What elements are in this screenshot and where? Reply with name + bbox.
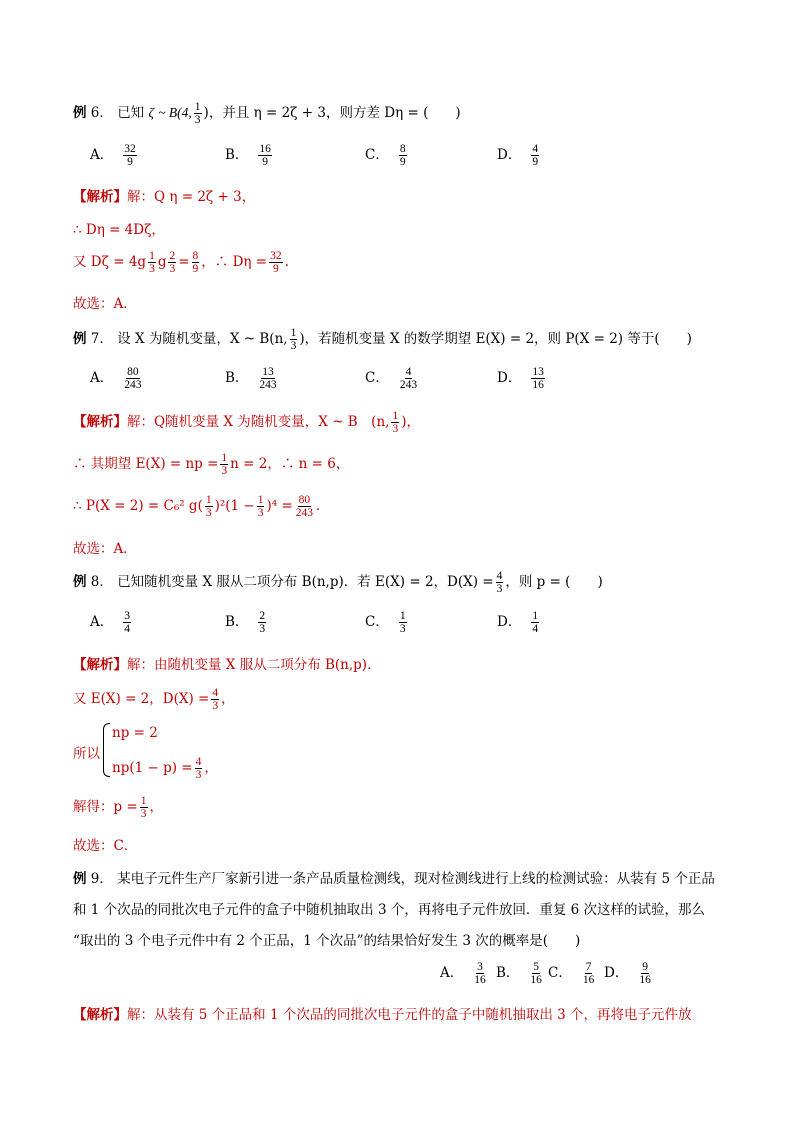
example-label: 例 (73, 574, 87, 590)
system-eq-1: np = 2 (112, 725, 158, 741)
option-c: C． $\frac{7}{16}$ (548, 961, 595, 986)
solution-line: 解得：p = $\frac{1}{3}$ ， (73, 795, 163, 820)
example-9-question (73, 867, 715, 887)
example-7-analysis: 【解析】解：Q随机变量 X 为随机变量，X ~ B (n, $\frac{1}{3}$ )， (73, 410, 420, 435)
example-8-analysis: 【解析】解：由随机变量 X 服从二项分布 B(n,p)． (73, 657, 381, 673)
option-d: D． $\frac{9}{16}$ (604, 961, 651, 986)
system-brace (103, 723, 110, 777)
example-label: 例 (73, 105, 87, 121)
solution-line: 又 E(X) = 2，D(X) = $\frac{4}{3}$ ， (73, 687, 235, 712)
option-a: A． $\frac{3}{4}$ (90, 610, 130, 635)
solution-line: ∴ 其期望 E(X) = np = $\frac{1}{3}$ n = 2，∴ n = 6， (73, 452, 350, 477)
example-number: 8． (90, 574, 113, 590)
fraction: $\frac{1}{3}$ (194, 101, 201, 126)
example-8-question (73, 570, 603, 595)
question-text: )，并且 η = 2ζ + 3，则方差 Dη = ( ) (203, 105, 461, 121)
example-number: 9． (90, 871, 113, 887)
question-text: 某电子元件生产厂家新引进一条产品质量检测线，现对检测线进行上线的检测试验：从装有 5 个正品 (117, 871, 715, 887)
system-eq-2: np(1 − p) = $\frac{4}{3}$ ， (112, 756, 218, 781)
option-b: B． $\frac{5}{16}$ (496, 961, 542, 986)
analysis-tag: 【解析】 (73, 414, 127, 430)
question-text: )，若随机变量 X 的数学期望 E(X) = 2，则 P(X = 2) 等于( ) (299, 331, 692, 347)
example-label: 例 (73, 871, 87, 887)
option-b: B． $\frac{13}{243}$ (225, 366, 277, 391)
option-c: C． $\frac{8}{9}$ (365, 143, 406, 168)
option-b: B． $\frac{16}{9}$ (225, 143, 271, 168)
example-7-question (73, 327, 692, 352)
option-d: D． $\frac{4}{9}$ (497, 143, 539, 168)
analysis-tag: 【解析】 (73, 189, 127, 205)
question-line: 和 1 个次品的同批次电子元件的盒子中随机抽取出 3 个，再将电子元件放回．重复 6 次这样的试验，那么 (73, 902, 706, 918)
analysis-tag: 【解析】 (73, 657, 127, 673)
question-line: “取出的 3 个电子元件中有 2 个正品，1 个次品”的结果恰好发生 3 次的概率是( ) (73, 933, 581, 949)
answer-line: 故选：A． (73, 541, 137, 557)
solution-label: 所以 (73, 746, 100, 762)
question-text: 设 X 为随机变量，X ~ B(n, (117, 331, 288, 347)
question-text: 已知 (117, 105, 145, 121)
analysis-tag: 【解析】 (73, 1007, 127, 1023)
answer-line: 故选：C． (73, 838, 138, 854)
example-label: 例 (73, 331, 87, 347)
example-number: 6． (90, 105, 113, 121)
option-c: C． $\frac{1}{3}$ (365, 610, 406, 635)
option-a: A． $\frac{3}{16}$ (440, 961, 486, 986)
solution-line: 又 Dζ = 4g $\frac{1}{3}$ g $\frac{2}{3}$ = $\frac{8}{9}$ ，∴ Dη = $\frac{32}{9}$ . (73, 250, 289, 275)
fraction: $\frac{1}{3}$ (290, 327, 297, 352)
example-9-analysis: 【解析】解：从装有 5 个正品和 1 个次品的同批次电子元件的盒子中随机抽取出 3 个，再将电子元件放 (73, 1007, 692, 1023)
option-a: A． $\frac{32}{9}$ (90, 143, 136, 168)
answer-line: 故选：A． (73, 296, 137, 312)
solution-line: ∴ P(X = 2) = C₆² g( $\frac{1}{3}$ )²(1 − $\frac{1}{3}$ )⁴ = $\frac{80}{243}$ ． (73, 494, 330, 519)
question-text: 已知随机变量 X 服从二项分布 B(n,p)．若 E(X) = 2，D(X) = (117, 574, 494, 590)
math-zeta: ζ (148, 105, 154, 120)
option-d: D． $\frac{13}{16}$ (497, 366, 544, 391)
option-b: B． $\frac{2}{3}$ (225, 610, 266, 635)
fraction: $\frac{4}{3}$ (496, 570, 503, 595)
question-text: ，则 p = ( ) (505, 574, 603, 590)
option-d: D． $\frac{1}{4}$ (497, 610, 539, 635)
math-text: ~ B(4, (158, 105, 192, 120)
example-number: 7． (90, 331, 113, 347)
option-a: A． $\frac{80}{243}$ (90, 366, 142, 391)
example-6-analysis (73, 185, 255, 205)
option-c: C． $\frac{4}{243}$ (365, 366, 418, 391)
solution-text: 解：Q η = 2ζ + 3， (127, 189, 256, 205)
solution-line: ∴ Dη = 4Dζ， (73, 222, 165, 238)
example-6-question (73, 101, 461, 126)
